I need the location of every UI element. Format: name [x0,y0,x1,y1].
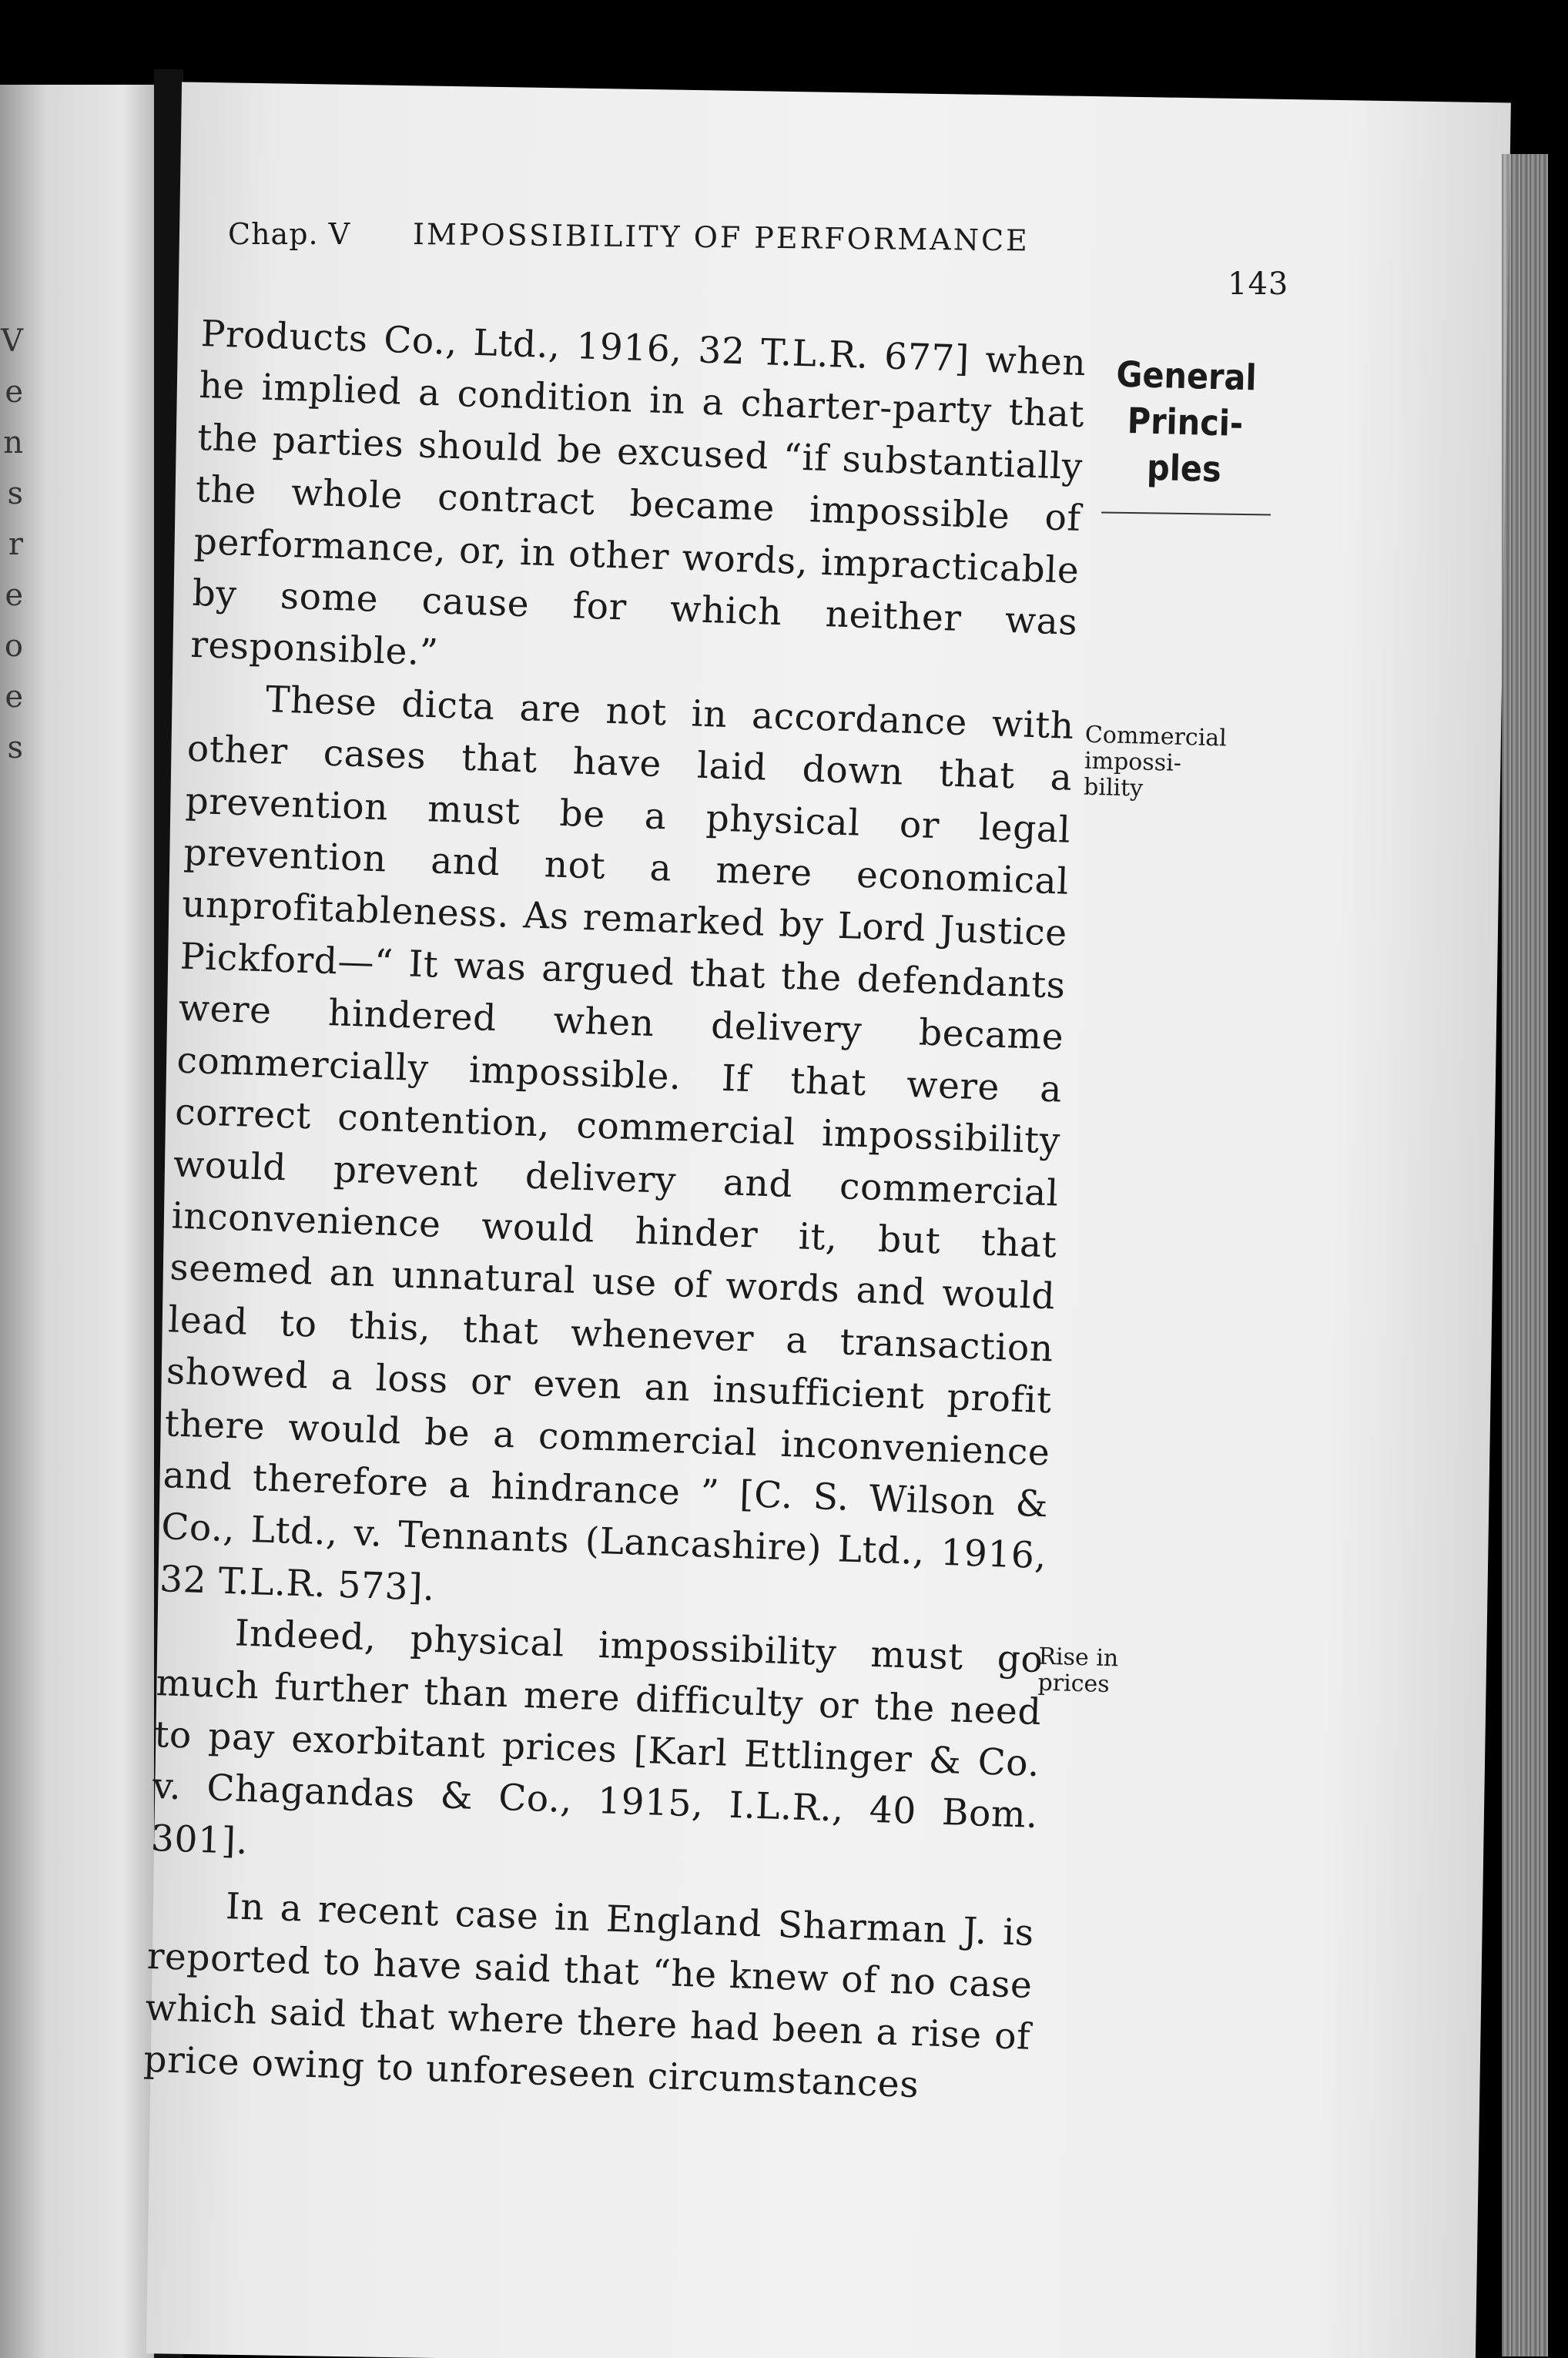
left-letter: V [1,323,23,359]
margin-note-line: bility [1083,773,1144,802]
left-letter: e [5,679,23,715]
page-number: 143 [1228,266,1289,302]
running-header-chapter: Chap. V [228,217,351,251]
left-letter: e [5,374,23,410]
left-letter: s [7,730,23,765]
margin-note-commercial-impossibility [1084,722,1227,805]
margin-note-line: prices [1037,1669,1111,1699]
paragraph-2: These dicta are not in accordance with other cases that have laid down that a prevention must be a physical or legal prevention and not a mere economical unprofitableness. As remarked by Lord Justice Pickford—“ It was argued that the defendants were hindered when delivery became commercially impossible. If that were a correct contention, commercial impossibility would prevent delivery and commercial inconvenience would hinder it, but that seemed an unnatural use of words and would lead to this, that whenever a transaction showed a loss or even an insufficient profit there would be a commercial inconvenience and therefore a hindrance ” [C. S. Wilson & Co., Ltd., v. Tennants (Lancashire) Ltd., 1916, 32 T.L.R. 573]. [159,678,1075,1609]
paragraph-3: Indeed, physical impossibility must go much further than mere difficulty or the need to pay exorbitant prices [Karl Ettlinger & Co. v. Chagandas & Co., 1915, I.L.R., 40 Bom. 301]. [150,1612,1044,1863]
margin-note-line: General [1115,353,1258,399]
margin-note-line: Princi- [1127,400,1244,444]
margin-note-rise-in-prices [1037,1644,1119,1699]
left-letter: r [8,527,23,562]
margin-note-line: Rise in [1038,1643,1119,1673]
margin-note-line: ples [1146,446,1222,491]
margin-note-divider [1101,511,1271,515]
left-letter: o [4,628,23,664]
paragraph-4: In a recent case in England Sharman J. is reported to have said that “he knew of no case which said that where there had been a rise of price owing to unforeseen circumstances [142,1885,1035,2107]
margin-note-line: Commercial [1084,721,1228,752]
paragraph-1: Products Co., Ltd., 1916, 32 T.L.R. 677] when he implied a condition in a charter-party that the parties should be excused “if substantially the whole contract became impossible of performance, or, in other words, impracticable by some cause for which neither was responsible.” [189,312,1087,675]
left-letter: e [5,578,23,613]
running-header-title: IMPOSSIBILITY OF PERFORMANCE [412,217,1030,258]
margin-note-general-principles [1111,351,1260,494]
left-letter: n [3,425,23,461]
left-letter: s [7,476,23,511]
body-text [142,308,1087,2115]
margin-note-line: impossi- [1084,747,1182,777]
